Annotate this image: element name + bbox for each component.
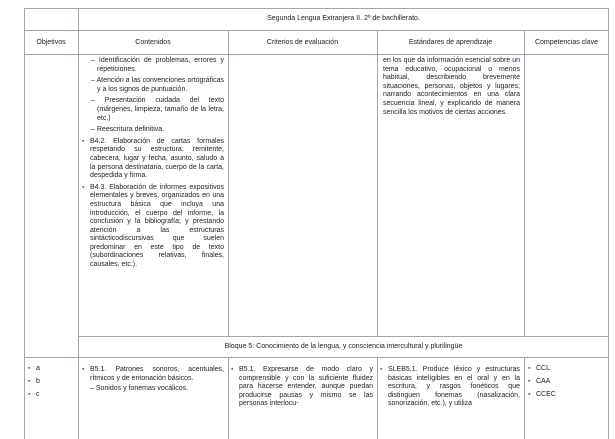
content-item: ▪ B4.2. Elaboración de cartas formales respetando su estructura: remitente, cabecera, lugar y fecha, asunto, saludo a la persona destinataria, cuerpo de la carta, despedida y firma. bbox=[82, 138, 224, 181]
rule-col3 bbox=[377, 30, 378, 336]
objective-item: ▪ c bbox=[28, 388, 74, 401]
rule-col2b bbox=[228, 357, 229, 439]
header-competencias: Competencias clave bbox=[534, 39, 599, 46]
rule-title-bottom bbox=[78, 30, 609, 31]
rule-col4 bbox=[524, 30, 525, 336]
row2-criterios bbox=[231, 366, 373, 409]
competence-item: ▪ CCEC bbox=[528, 388, 606, 401]
rule-header-bottom bbox=[24, 54, 609, 55]
objective-item: ▪ a bbox=[28, 362, 74, 375]
content-item: – Atención a las convenciones ortográficas y a los signos de puntuación. bbox=[91, 77, 224, 93]
objective-item: ▪ b bbox=[28, 375, 74, 388]
header-contenidos: Contenidos bbox=[135, 39, 171, 46]
rule-bloque-bottom bbox=[24, 357, 609, 358]
header-criterios: Criterios de evaluación bbox=[266, 39, 339, 46]
rule-col4b bbox=[524, 357, 525, 439]
row2-contenidos bbox=[82, 366, 224, 394]
row1-contenidos bbox=[82, 57, 224, 270]
rule-right bbox=[608, 8, 609, 439]
rule-col2 bbox=[228, 30, 229, 336]
competence-item: ▪ CCL bbox=[528, 362, 606, 375]
content-item: – Sonidos y fonemas vocálicos. bbox=[90, 385, 189, 393]
rule-top bbox=[24, 8, 609, 9]
content-item: ▪ B5.1. Patrones sonoros, acentuales, rítmicos y de entonación básicos. bbox=[82, 366, 224, 383]
row2-objetivos bbox=[28, 362, 74, 401]
rule-col3b bbox=[377, 357, 378, 439]
standard-text: en los que da información esencial sobre un tema educativo, ocupacional o menos habitual, describiendo brevemente situaciones, personas, objetos y lugares; narrando acontecimientos en una clara secuencia lineal, y explicando de manera sencilla los motivos de ciertas acciones. bbox=[383, 57, 520, 116]
bloque-heading: Bloque 5: Conocimiento de la lengua, y consciencia intercultural y plurilingüe bbox=[224, 343, 463, 350]
row2-competencias bbox=[528, 362, 606, 401]
rule-header-top bbox=[24, 30, 78, 31]
rule-row1-bottom bbox=[78, 336, 609, 337]
content-item: – Reescritura definitiva. bbox=[91, 126, 165, 134]
competence-item: ▪ CAA bbox=[528, 375, 606, 388]
table-title: Segunda Lengua Extranjera II. 2º de bachillerato. bbox=[267, 15, 420, 22]
content-item: – Identificación de problemas, errores y repeticiones. bbox=[91, 57, 224, 73]
content-item: – Presentación cuidada del texto (márgenes, limpieza, tamaño de la letra, etc.) bbox=[91, 97, 224, 122]
criterion-item: ▪ B5.1. Expresarse de modo claro y comprensible y con la suficiente fluidez para hacerse entender, aunque puedan producirse pausas y mismo se las personas interlocu- bbox=[231, 366, 373, 409]
header-estandares: Estándares de aprendizaje bbox=[408, 39, 493, 46]
standard-item: ▪ SLEB5.1. Produce léxico y estructuras básicas intelígibles en el oral y en la escritura, y rasgos fonéticos que distinguen fonemas (nasalización, sonorización, etc.), y utiliza bbox=[380, 366, 520, 409]
row1-estandares bbox=[383, 57, 520, 117]
rule-col1 bbox=[78, 8, 79, 439]
content-item: ▪ B4.3. Elaboración de informes expositivos elementales y breves, organizados en una estructura básica que incluya una introducción, el cuerpo del informe, la conclusión y la bibliografía; y prestando atención a las estructuras sintácticodiscursivas que suelen predominar en este tipo de texto (subordinaciones relativas, finales, causales, etc.). bbox=[82, 184, 224, 270]
header-objetivos: Objetivos bbox=[36, 39, 66, 46]
row2-estandares bbox=[380, 366, 520, 409]
rule-left bbox=[24, 8, 25, 439]
